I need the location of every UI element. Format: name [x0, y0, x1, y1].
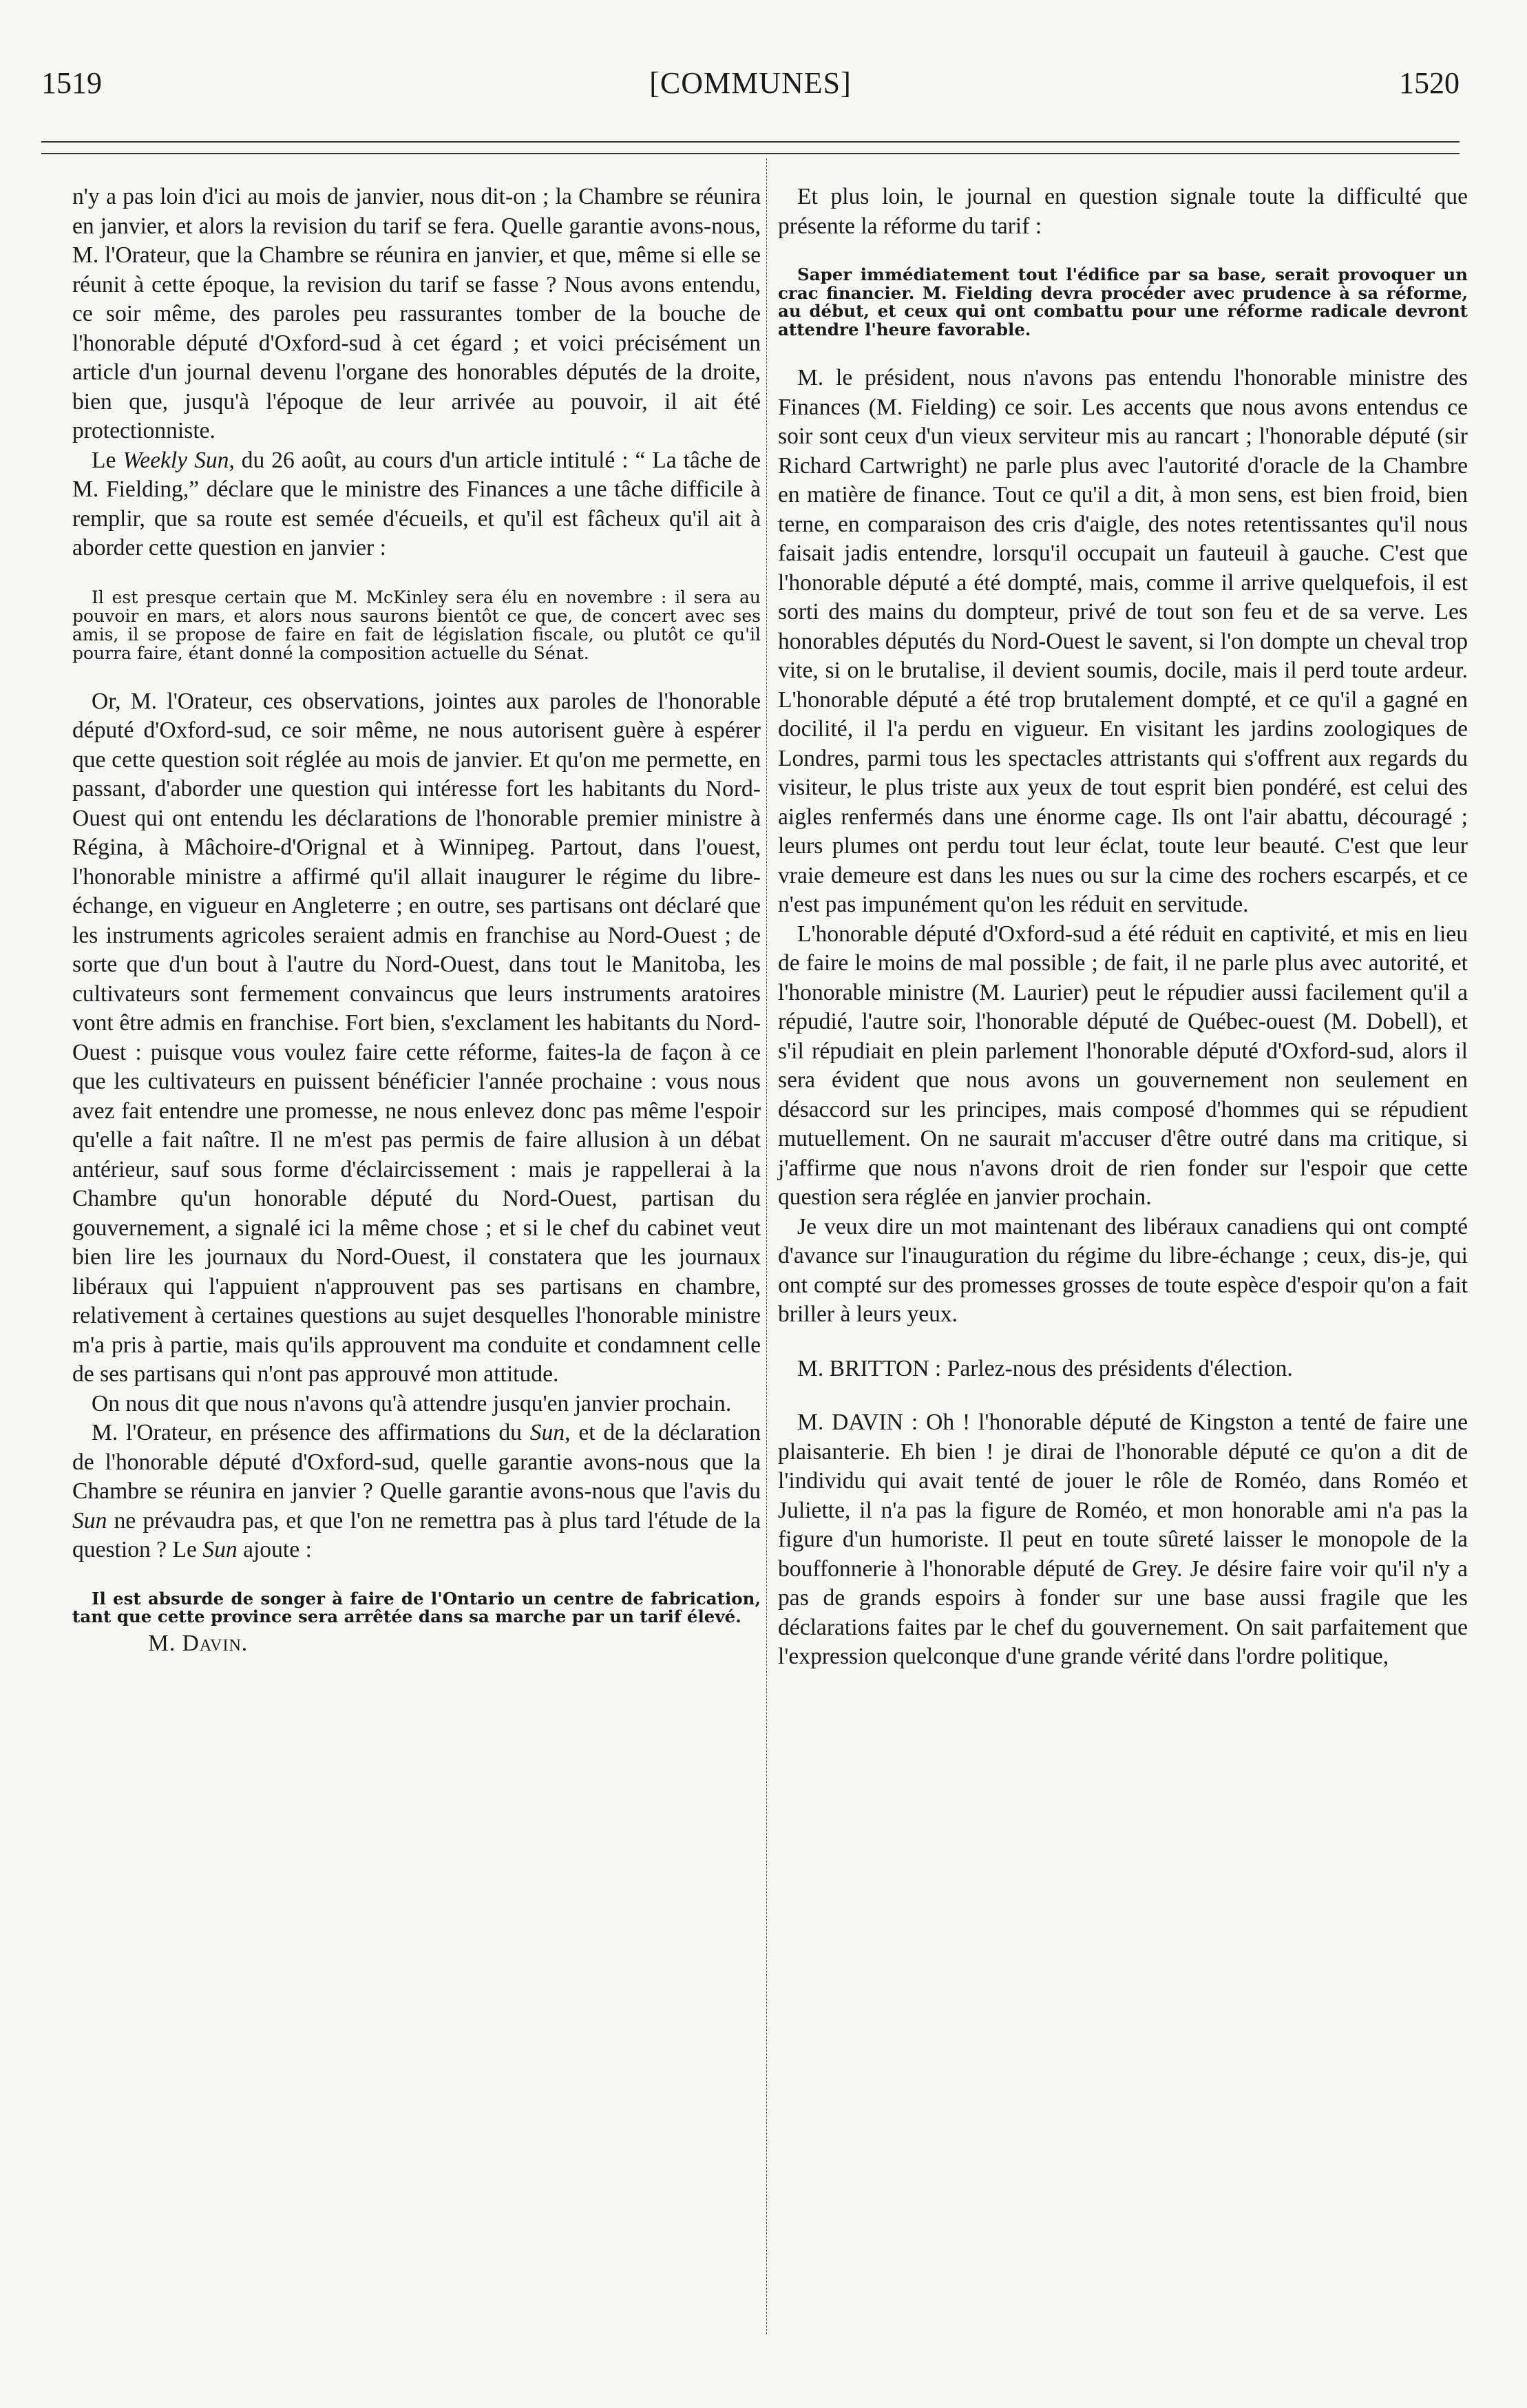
block-quote: Il est presque certain que M. McKinley sera élu en novembre : il sera au pouvoir en mars, et alors nous saurons bientôt ce que, de concert avec ses amis, il se propose de faire en fait de législation fiscale, ou plutôt ce qu'il pourra faire, étant donné la composition actuelle du Sénat. [72, 587, 761, 663]
paragraph: On nous dit que nous n'avons qu'à attendre jusqu'en janvier prochain. [92, 1390, 732, 1416]
page-header [41, 65, 1460, 107]
page-number-right: 1520 [1399, 66, 1460, 100]
speech-text: Parlez-nous des présidents d'élection. [941, 1355, 1293, 1381]
speech-britton [778, 1354, 1468, 1384]
speech-davin [778, 1408, 1468, 1672]
left-column [72, 182, 761, 1658]
column-divider [766, 158, 767, 2334]
text-run: M. l'Orateur, en présence des affirmations du [92, 1420, 530, 1445]
header-rule-bottom [41, 153, 1460, 154]
text-run: ajoute : [237, 1537, 312, 1562]
newspaper-name: Sun [529, 1420, 565, 1445]
paragraph: M. le président, nous n'avons pas entendu l'honorable ministre des Finances (M. Fielding) ce soir. Les accents que nous avons entendus ce soir sont ceux d'un vieux serviteur mis au rancart ; l'honorable député (sir Richard Cartwright) ne parle plus avec l'autorité d'oracle de la Chambre en matière de finance. Tout ce qu'il a dit, à mon sens, est bien froid, bien terne, en comparaison des cris d'aigle, des notes retentissantes qu'il nous faisait jadis entendre, lorsqu'il occupait un fauteuil à gauche. C'est que l'honorable député a été dompté, mais, comme il arrive quelquefois, il est sorti des mains du dompteur, privé de tout son feu et de sa verve. Les honorables députés du Nord-Ouest le savent, si l'on dompte un cheval trop vite, si on le brutalise, il devient soumis, docile, mais il perd toute ardeur. L'honorable député a été trop brutalement dompté, et ce qu'il a gagné en docilité, il l'a perdu en vigueur. En visitant les jardins zoologiques de Londres, parmi tous les spectacles attristants qui s'offrent aux regards du visiteur, le plus triste aux yeux de tout esprit bien pondéré, est celui des aigles renfermés dans une énorme cage. Ils ont l'air abattu, découragé ; leurs plumes ont perdu tout leur éclat, toute leur beauté. C'est que leur vraie demeure est dans les nues ou sur la cime des rochers escarpés, et ce n'est pas impunément qu'on les réduit en servitude. [778, 365, 1468, 917]
paragraph: Or, M. l'Orateur, ces observations, jointes aux paroles de l'honorable député d'Oxford-sud, ce soir même, ne nous autorisent guère à espérer que cette question soit réglée au mois de janvier. Et qu'on me permette, en passant, d'aborder une question qui intéresse fort les habitants du Nord-Ouest qui ont entendu les déclarations de l'honorable premier ministre à Régina, à Mâchoire-d'Orignal et à Winnipeg. Partout, dans l'ouest, l'honorable ministre a affirmé qu'il allait inaugurer le régime du libre-échange, en vigueur en Angleterre ; en outre, ses partisans ont déclaré que les instruments agricoles seraient admis en franchise au Nord-Ouest ; de sorte que d'un bout à l'autre du Nord-Ouest, dans tout le Manitoba, les cultivateurs sont fermement convaincus que leurs instruments aratoires vont être admis en franchise. Fort bien, s'exclament les habitants du Nord-Ouest : puisque vous voulez faire cette réforme, faites-la de façon à ce que les cultivateurs en puissent bénéficier l'année prochaine : vous nous avez fait entendre une promesse, ne nous enlevez donc pas même l'espoir qu'elle a fait naître. Il ne m'est pas permis de faire allusion à un débat antérieur, sauf sous forme d'éclaircissement : mais je rappellerai à la Chambre qu'un honorable député du Nord-Ouest, partisan du gouvernement, a signalé ici la même chose ; et si le chef du cabinet veut bien lire les journaux du Nord-Ouest, il constatera que les journaux libéraux qui l'appuient n'approuvent pas ses partisans en chambre, relativement à certaines questions au sujet desquelles l'honorable ministre m'a pris à partie, mais qu'ils approuvent ma conduite et condamnent celle de ses partisans qui n'ont pas approuvé mon attitude. [72, 688, 761, 1387]
paragraph: L'honorable député d'Oxford-sud a été réduit en captivité, et mis en lieu de faire le moins de mal possible ; de fait, il ne parle plus avec autorité, et l'honorable ministre (M. Laurier) peut le répudier aussi facilement qu'il a répudié, l'autre soir, l'honorable député de Québec-ouest (M. Dobell), et s'il répudiait en plein parlement l'honorable député d'Oxford-sud, alors il sera évident que nous avons un gouvernement non seulement en désaccord sur les principes, mais composé d'hommes qui se répudient mutuellement. On ne saurait m'accuser d'être outré dans ma critique, si j'affirme que nous n'avons droit de rien fonder sur l'espoir que cette question sera réglée en janvier prochain. [778, 921, 1468, 1210]
block-quote: Il est absurde de songer à faire de l'Ontario un centre de fabrication, tant que cette province sera arrêtée dans sa marche par un tarif élevé. [72, 1588, 761, 1626]
text-run: Le [92, 447, 123, 473]
newspaper-name: Sun [202, 1537, 238, 1562]
speaker-name: M. DAVIN : [797, 1410, 918, 1435]
speaker-name: M. BRITTON : [797, 1355, 942, 1381]
right-column [778, 182, 1468, 1672]
paragraph: Et plus loin, le journal en question signale toute la difficulté que présente la réforme du tarif : [778, 184, 1468, 239]
text-run: , du 26 août, au cours d'un article intitulé : “ La tâche de M. Fielding,” déclare que le ministre des Finances a une tâche difficile à remplir, que sa route est semée d'écueils, et qu'il est fâcheux qu'il ait à aborder cette question en janvier : [72, 447, 761, 561]
paragraph [72, 1418, 761, 1565]
paragraph [72, 446, 761, 563]
signature: M. Davin. [148, 1630, 249, 1656]
section-title: [COMMUNES] [649, 66, 852, 100]
speech-text: Oh ! l'honorable député de Kingston a tenté de faire une plaisanterie. Eh bien ! je dirai de l'honorable député ce qu'on a dit de l'individu qui avait tenté de jouer le rôle de Roméo, dans Roméo et Juliette, il n'a pas la figure de Roméo, et mon honorable ami n'a pas la figure d'un humoriste. Il peut en toute sûreté laisser le monopole de la bouffonnerie à l'honorable député de Grey. Je désire faire voir qu'il n'y a pas de grands espoirs à fonder sur une base aussi fragile que les déclarations faites par le chef du gouvernement. On sait parfaitement que l'expression quelconque d'une grande vérité dans l'ordre politique, [778, 1410, 1468, 1669]
block-quote: Saper immédiatement tout l'édifice par sa base, serait provoquer un crac financier. M. Fielding devra procéder avec prudence à sa réforme, au début, et ceux qui ont combattu pour une réforme radicale devront attendre l'heure favorable. [778, 264, 1468, 339]
text-run: , et de la déclaration de l'honorable député d'Oxford-sud, quelle garantie avons-nous que la Chambre se réunira en janvier ? Quelle garantie avons-nous que l'avis du [72, 1420, 761, 1504]
newspaper-name: Sun [72, 1507, 107, 1533]
page-number-left: 1519 [41, 66, 102, 100]
text-run: ne prévaudra pas, et que l'on ne remettra pas à plus tard l'étude de la question ? Le [72, 1507, 761, 1562]
paragraph: Je veux dire un mot maintenant des libéraux canadiens qui ont compté d'avance sur l'inauguration du régime du libre-échange ; ceux, dis-je, qui ont compté sur des promesses grosses de toute espèce d'espoir qu'on a fait briller à leurs yeux. [778, 1213, 1468, 1327]
header-rule-top [41, 141, 1460, 143]
paragraph: n'y a pas loin d'ici au mois de janvier, nous dit-on ; la Chambre se réunira en janvier, et alors la revision du tarif se fera. Quelle garantie avons-nous, M. l'Orateur, que la Chambre se réunira en janvier, et que, même si elle se réunit à cette époque, la revision du tarif se fasse ? Nous avons entendu, ce soir même, des paroles peu rassurantes tomber de la bouche de l'honorable député d'Oxford-sud à cet égard ; et voici précisément un article d'un journal devenu l'organe des honorables députés de la droite, bien que, jusqu'à l'époque de leur arrivée au pouvoir, il ait été protectionniste. [72, 184, 761, 443]
newspaper-name: Weekly Sun [123, 447, 229, 473]
